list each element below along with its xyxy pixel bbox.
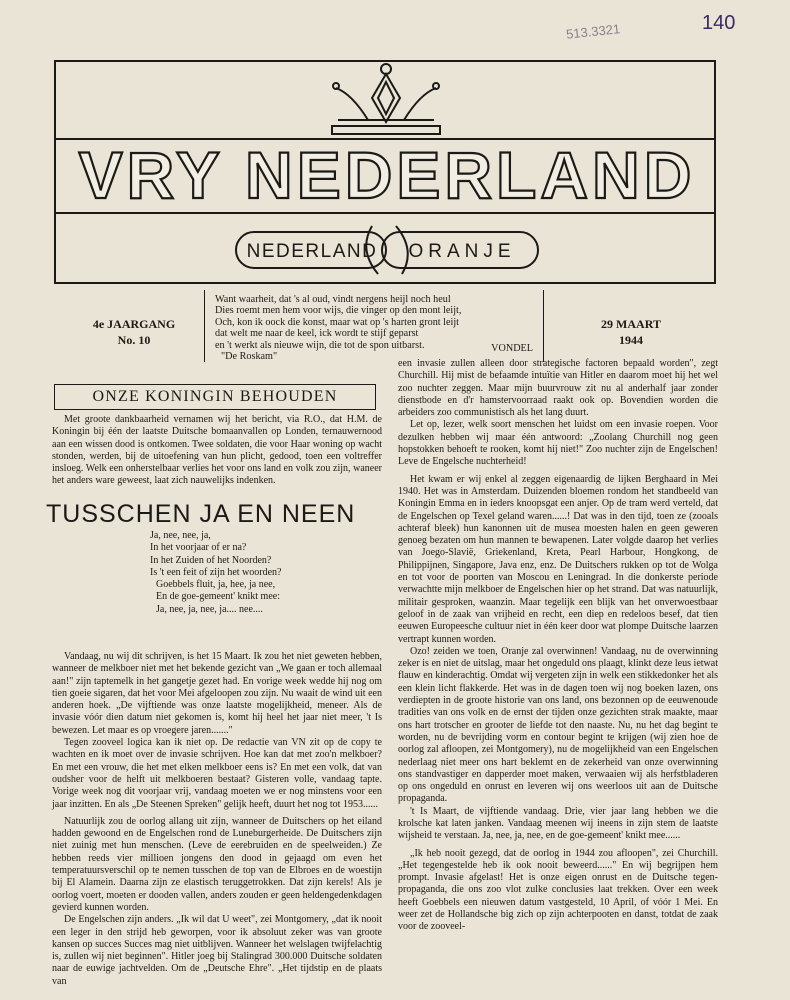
paragraph: „Ik heb nooit gezegd, dat de oorlog in 1944 zou afloopen", zei Churchill. „Het tegengestelde heb ik ook nooit beweerd......" En wij begrijpen hem prompt. Invasie afgelast! Het is onze eigen onrust en de Duitsche tegen-propaganda, die ons zoo vlot zulke conclusies laat trekken. Over een week heeft Goebbels een nieuwen datum vastgesteld, 10 April, of vóór 1 Mei. En weer zet de Hollandsche big zich op zijn achterpooten en danst, totdat de zaak voor de zooveel-	[398, 847, 718, 933]
paragraph: Vandaag, nu wij dit schrijven, is het 15 Maart. Ik zou het niet geweten hebben, wanneer de melkboer niet met het bekende gezicht van „We gaan er toch allemaal aan!" zijn taptemelk in het gangetje gezet had. En vorige week wedde hij nog om tien goeie sigaren, dat het voor Mei afgeloopen zou zijn. Nu waait de wind uit een anderen hoek. „De vijftiende was onze laatste mogelijkheid, meneer. Als de invasie vóór dien datum niet gekomen is, komt hij heel het jaar niet meer, 't Is bewezen. Let maar es op vroegere jaren......."	[52, 651, 382, 736]
poem-line: In het voorjaar of er na?	[150, 542, 247, 554]
quote-line: dat welt me naar de keel, ick wordt te stijf geparst	[215, 328, 419, 340]
masthead-title-text: VRY NEDERLAND	[78, 140, 696, 212]
poem-line: Goebbels fluit, ja, hee, ja nee,	[156, 579, 276, 591]
archive-page-number: 140	[702, 12, 736, 34]
right-column	[398, 358, 718, 934]
subtitle-nederland: NEDERLAND	[246, 241, 378, 262]
masthead-subtitle	[232, 222, 542, 278]
subtitle-oranje: ORANJE	[408, 241, 516, 262]
quote-line: en 't werkt als nieuwe wijn, die tot de spon uitbarst.	[215, 339, 425, 351]
article-tusschen-body	[52, 651, 382, 988]
article-koningin-body	[52, 414, 382, 488]
paragraph: De Engelschen zijn anders. „Ik wil dat U weet", zei Montgomery, „dat ik nooit een leger in den strijd heb geworpen, voor ik absoluut zeker was van groote kansen op succes Succes mag niet uitblijven. Wanneer het welslagen twijfelachtig is, zullen wij niet beginnen". Hitler joeg bij Stalingrad 300.000 Duitsche soldaten naar de euwige jachtvelden. Om de „Deutsche Ehre". „Het tijdstip en de plaats van	[52, 914, 382, 987]
paragraph: 't Is Maart, de vijftiende vandaag. Drie, vier jaar lang hebben we die krolsche kat laten janken. Vandaag meenen wij ineens in zijn stem de laatste wijsheid te verstaan. Ja, nee, ja, nee, en de goe-gemeent' knikt mee......	[398, 805, 718, 842]
masthead	[54, 60, 716, 284]
archive-pencil-note: 513.3321	[565, 21, 621, 42]
paragraph: een invasie zullen alleen door strategische factoren bepaald worden", zegt Churchill. Hij mist de befaamde intuïtie van Hitler en daarom moet hij het wel zoo nuchter zeggen. Maar mijn buurvrouw zit nu al anderhalf jaar zonder dienstbode en d'r hamstervoorraad raakt ook op. Bovendien worden die arbeiders zoo communistisch als het lang duurt.	[398, 358, 718, 419]
article-heading-koningin: ONZE KONINGIN BEHOUDEN	[54, 384, 376, 410]
poem-line: En de goe-gemeent' knikt mee:	[156, 591, 280, 603]
quote-line: Want waarheit, dat 's al oud, vindt nergens heijl noch heul	[215, 294, 451, 305]
poem-line: Ja, nee, nee, ja,	[150, 530, 211, 541]
date-year: 1944	[619, 333, 643, 347]
masthead-title	[62, 140, 712, 212]
poem-line: Ja, nee, ja, nee, ja.... nee....	[156, 603, 263, 615]
paragraph: Het kwam er wij enkel al zeggen eigenaardig de lijken Berghaard in Mei 1940. Het was in Amsterdam. Duizenden bloemen rondom het standbeeld van Koningin Emma en in ieders knoopsgat een anjer. Op de tram werd verteld, dat de Engelschen op Texel geland waren......! Dat was in den tijd, toen ze (zooals achteraf bleek) hun kanonnen uit de musea moesten halen en geen geweren genoeg bezaten om hun mannen te bewapenen. Later volgde daarop het verlies van Joego-Slavië, Griekenland, Kreta, Pearl Harbour, Hongkong, de Philippijnen, Singapore, Java enz, enz. De Duitschers rukken op tot de Wolga en tot voor de poorten van Moscou en Leningrad. In die donkerste periode verwachtte mijn melkboer de Engelschen hier op het strand. Dat was natuurlijk, militair gesproken, waanzin. Maar tegelijk een blijk van het onverwoestbaar geloof in de zaak van vrijheid en recht, een diep en redeloos besef, dat tien eeuwen Europeesche cultuur niet in één keer door wat plompe Duitsche laarzen vertrapt kunnen worden.	[398, 473, 718, 645]
paragraph: Ozo! zeiden we toen, Oranje zal overwinnen! Vandaag, nu de overwinning zeker is en niet de uitslag, maar het ongeduld ons plaagt, klinkt deze leus ietwat flauw en kinderachtig. Omdat wij vergeten zijn in welk een stikkedonker het als een klein licht flakkerde. Het was in de dagen toen wij nog boeken lazen, ons verdiepten in de groote historie van ons land, ons bezonnen op de eeuwenoude tradities van ons volk en de ernst der tijden onze gezichten strak maakte, maar ons hart trotscher en grooter de liefde tot den naaste. Nu, nu het dag begint te worden, nu de bevrijding vorm en contour begint te krijgen (wij zien hoe de oorlog zal afloopen, zei Montgomery), nu de mogelijkheid van een Engelschen nederlaag niet meer ons hart beklemt en de zekerheid van onze overwinning ons standvastiger en dapperder moet maken, verwaaien wij als herfstbladeren op ons ongeduld en onrust en leveren wij ons weerloos uit aan de Duitsche propaganda.	[398, 645, 718, 805]
quote-line: Dies roemt men hem voor wijs, die vinger op den mont leijt,	[215, 305, 462, 317]
article-heading-tusschen: TUSSCHEN JA EN NEEN	[46, 500, 356, 528]
quote-author: VONDEL	[491, 342, 533, 354]
poem-line: In het Zuiden of het Noorden?	[150, 554, 272, 566]
issue-date	[586, 316, 676, 348]
paragraph: Tegen zooveel logica kan ik niet op. De redactie van VN zit op de copy te wachten en ik moet over de invasie schrijven. Hoe kan dat met zoo'n melkboer? En met een vrouw, die het met elken melkboer eens is? En met een volk, dat van oudsher voor de helft uit melkboeren bestaat? Gisteren volle, vandaag tapte. Vorige week nog dit voorjaar vrij, vandaag moeten we er nog minstens voor een jaar inzitten. En als „De Steenen Spreken" gelijk heeft, duurt het nog tot 1953......	[52, 737, 382, 810]
date-day-month: 29 MAART	[601, 317, 661, 331]
paragraph: Let op, lezer, welk soort menschen het luidst om een invasie roepen. Voor dezulken hebben wij maar één antwoord: „Zoolang Churchill nog geen hopstokken behoeft te rooken, komt hij niet!" Zoo nuchter zijn de Engelschen! Leve de Engelsche nuchterheid!	[398, 419, 718, 468]
paragraph: Met groote dankbaarheid vernamen wij het bericht, via R.O., dat H.M. de Koningin bij één der laatste Duitsche bomaanvallen op Londen, ternauwernood aan een wissen dood is ontkomen. Twee soldaten, die voor Haar woning op wacht stonden, werden, bij de uitoefening van hun plicht, gedood, toen een voltreffer insloeg. Welk een onherstelbaar verlies het voor ons land en volk zou zijn, waneer het anders ware geweest, laat zich nauwelijks indenken.	[52, 414, 382, 487]
poem-line: Is 't een feit of zijn het woorden?	[150, 566, 282, 578]
vondel-quote	[204, 290, 544, 362]
poem	[150, 530, 380, 616]
masthead-divider	[56, 212, 714, 214]
quote-line: Och, kon ik oock die konst, maar wat op 's harten gront leijt	[215, 316, 460, 328]
issue-number: No. 10	[117, 333, 151, 347]
issue-info	[84, 316, 184, 348]
jaargang: 4e JAARGANG	[92, 317, 176, 331]
quote-source: "De Roskam"	[221, 351, 278, 363]
paragraph: Natuurlijk zou de oorlog allang uit zijn, wanneer de Duitschers op het eiland hadden gewoond en de Engelschen rond de Luneburgerheide. De Duitschers zijn niet zuinig met hun menschen. (Leve de eerebruiden en de speelweiden.) Ze hebben reeds vier millioen jongens den dood in gejaagd om even het temperatuursverschil op te nemen tusschen de top van de Elbroes en de woestijn bij El Alamein. Daarna zijn ze elastisch teruggetrokken. Dat zijn kerels! Als je oorlog voert, moeten er dooden vallen, anders zouden er geen heldengedenkdagen gevierd kunnen worden.	[52, 815, 382, 913]
crown-icon	[328, 60, 444, 136]
